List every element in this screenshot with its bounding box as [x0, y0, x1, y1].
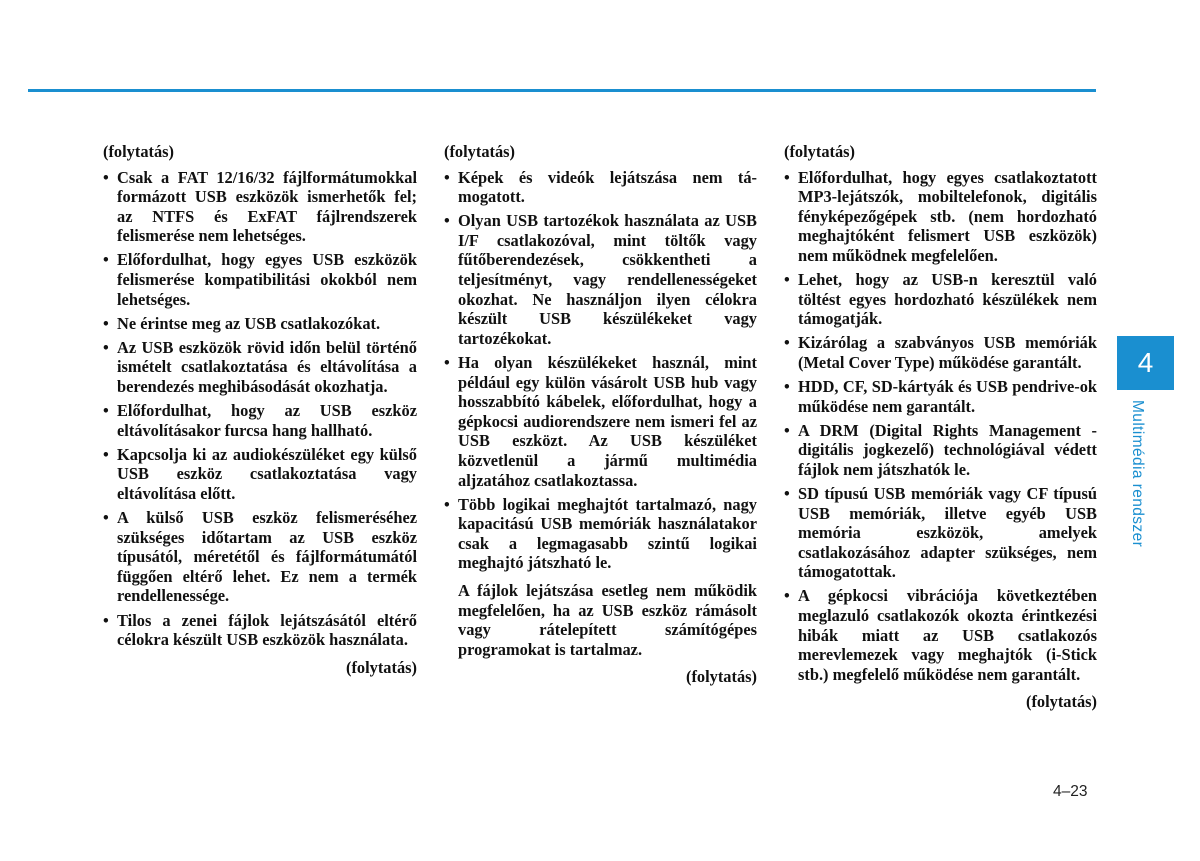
body-paragraph: A fájlok lejátszása esetleg nem működik megfelelően, ha az USB eszköz rámásolt vagy rátelepített számítógépes programokat is tartalmaz.: [458, 580, 757, 659]
continued-footer: (folytatás): [1025, 692, 1097, 712]
list-item: • A gépkocsi vibrációja következtében meglazuló csatlakozók okozta érintkezési hibák miatt az USB csatlakozós merevlemezek vagy meghajtók (i-Stick stb.) megfelelő működése nem garantált.: [784, 586, 1097, 684]
list-item: • Kizárólag a szabványos USB memóriák (Metal Cover Type) működése garantált.: [784, 333, 1097, 372]
list-item: • Az USB eszközök rövid időn belül történő ismételt csatlakoztatása és eltávolítása a berendezés meghibásodását okozhatja.: [103, 338, 417, 397]
text-column-1: [103, 142, 417, 677]
bullet-list: [444, 168, 757, 573]
continued-footer: (folytatás): [685, 667, 757, 687]
chapter-tab: 4: [1117, 336, 1174, 390]
text-column-2: [444, 142, 757, 687]
list-item: • Több logikai meghajtót tartalmazó, nagy kapacitású USB memóriák használatakor csak a legmagasabb szintű logikai meghajtó játszható le.: [444, 495, 757, 573]
list-item: • A külső USB eszköz felismeréséhez szükséges időtartam az USB eszköz típusától, méretétől és fájlformátumától függően eltérő lehet. Ez nem a termék rendellenessége.: [103, 508, 417, 606]
list-item: • Előfordulhat, hogy egyes USB eszközök felismerése kompatibilitási okokból nem lehetséges.: [103, 250, 417, 309]
list-item: • HDD, CF, SD-kártyák és USB pendrive-ok működése nem garantált.: [784, 377, 1097, 416]
list-item: • Előfordulhat, hogy egyes csatlakoztatott MP3-lejátszók, mobiltelefonok, digitális fényképezőgépek stb. (nem hordozható meghajtóként felismert USB eszközök) nem működnek megfelelően.: [784, 168, 1097, 266]
header-rule: [28, 89, 1096, 92]
bullet-list: [784, 168, 1097, 685]
list-item: • A DRM (Digital Rights Management - digitális jogkezelő) technológiával védett fájlok nem játszhatók le.: [784, 421, 1097, 480]
text-column-3: [784, 142, 1097, 712]
list-item: • Lehet, hogy az USB-n keresztül való töltést egyes hordozható készülékek nem támogatják.: [784, 270, 1097, 329]
continued-heading: (folytatás): [784, 142, 856, 161]
list-item: • Ha olyan készülékeket használ, mint például egy külön vásárolt USB hub vagy hosszabbító kábelek, előfordulhat, hogy a gépkocsi audiorendszere nem ismeri fel az USB eszközt. Az USB készüléket közvetlenül a jármű multimédia aljzatához csatlakoztassa.: [444, 353, 757, 490]
list-item: • Ne érintse meg az USB csatlakozókat.: [103, 314, 417, 334]
list-item: • Tilos a zenei fájlok lejátszásától eltérő célokra készült USB eszközök használata.: [103, 611, 417, 650]
list-item: • Képek és videók lejátszása nem támogatott.: [444, 168, 757, 207]
list-item: • SD típusú USB memóriák vagy CF típusú USB memóriák, illetve egyéb USB memória eszközök, amelyek csatlakozásához adapter szükséges, nem támogatottak.: [784, 484, 1097, 582]
list-item: • Csak a FAT 12/16/32 fájlformátumokkal formázott USB eszközök ismerhetők fel; az NTFS és ExFAT fájlrendszerek felismerése nem lehetséges.: [103, 168, 417, 246]
list-item: • Olyan USB tartozékok használata az USB I/F csatlakozóval, mint töltők vagy fűtőberendezések, csökkentheti a teljesítményt, vagy rendellenességeket okozhat. Ne használjon ilyen célokra készült USB készülékeket vagy tartozékokat.: [444, 211, 757, 348]
continued-footer: (folytatás): [345, 657, 417, 677]
bullet-list: [103, 168, 417, 650]
page-number: 4–23: [1053, 783, 1088, 800]
chapter-title: Multimédia rendszer: [1129, 400, 1146, 548]
continued-heading: (folytatás): [103, 142, 175, 161]
list-item: • Kapcsolja ki az audiokészüléket egy külső USB eszköz csatlakoztatása vagy eltávolítása előtt.: [103, 445, 417, 504]
continued-heading: (folytatás): [444, 142, 516, 161]
list-item: • Előfordulhat, hogy az USB eszköz eltávolításakor furcsa hang hallható.: [103, 401, 417, 440]
